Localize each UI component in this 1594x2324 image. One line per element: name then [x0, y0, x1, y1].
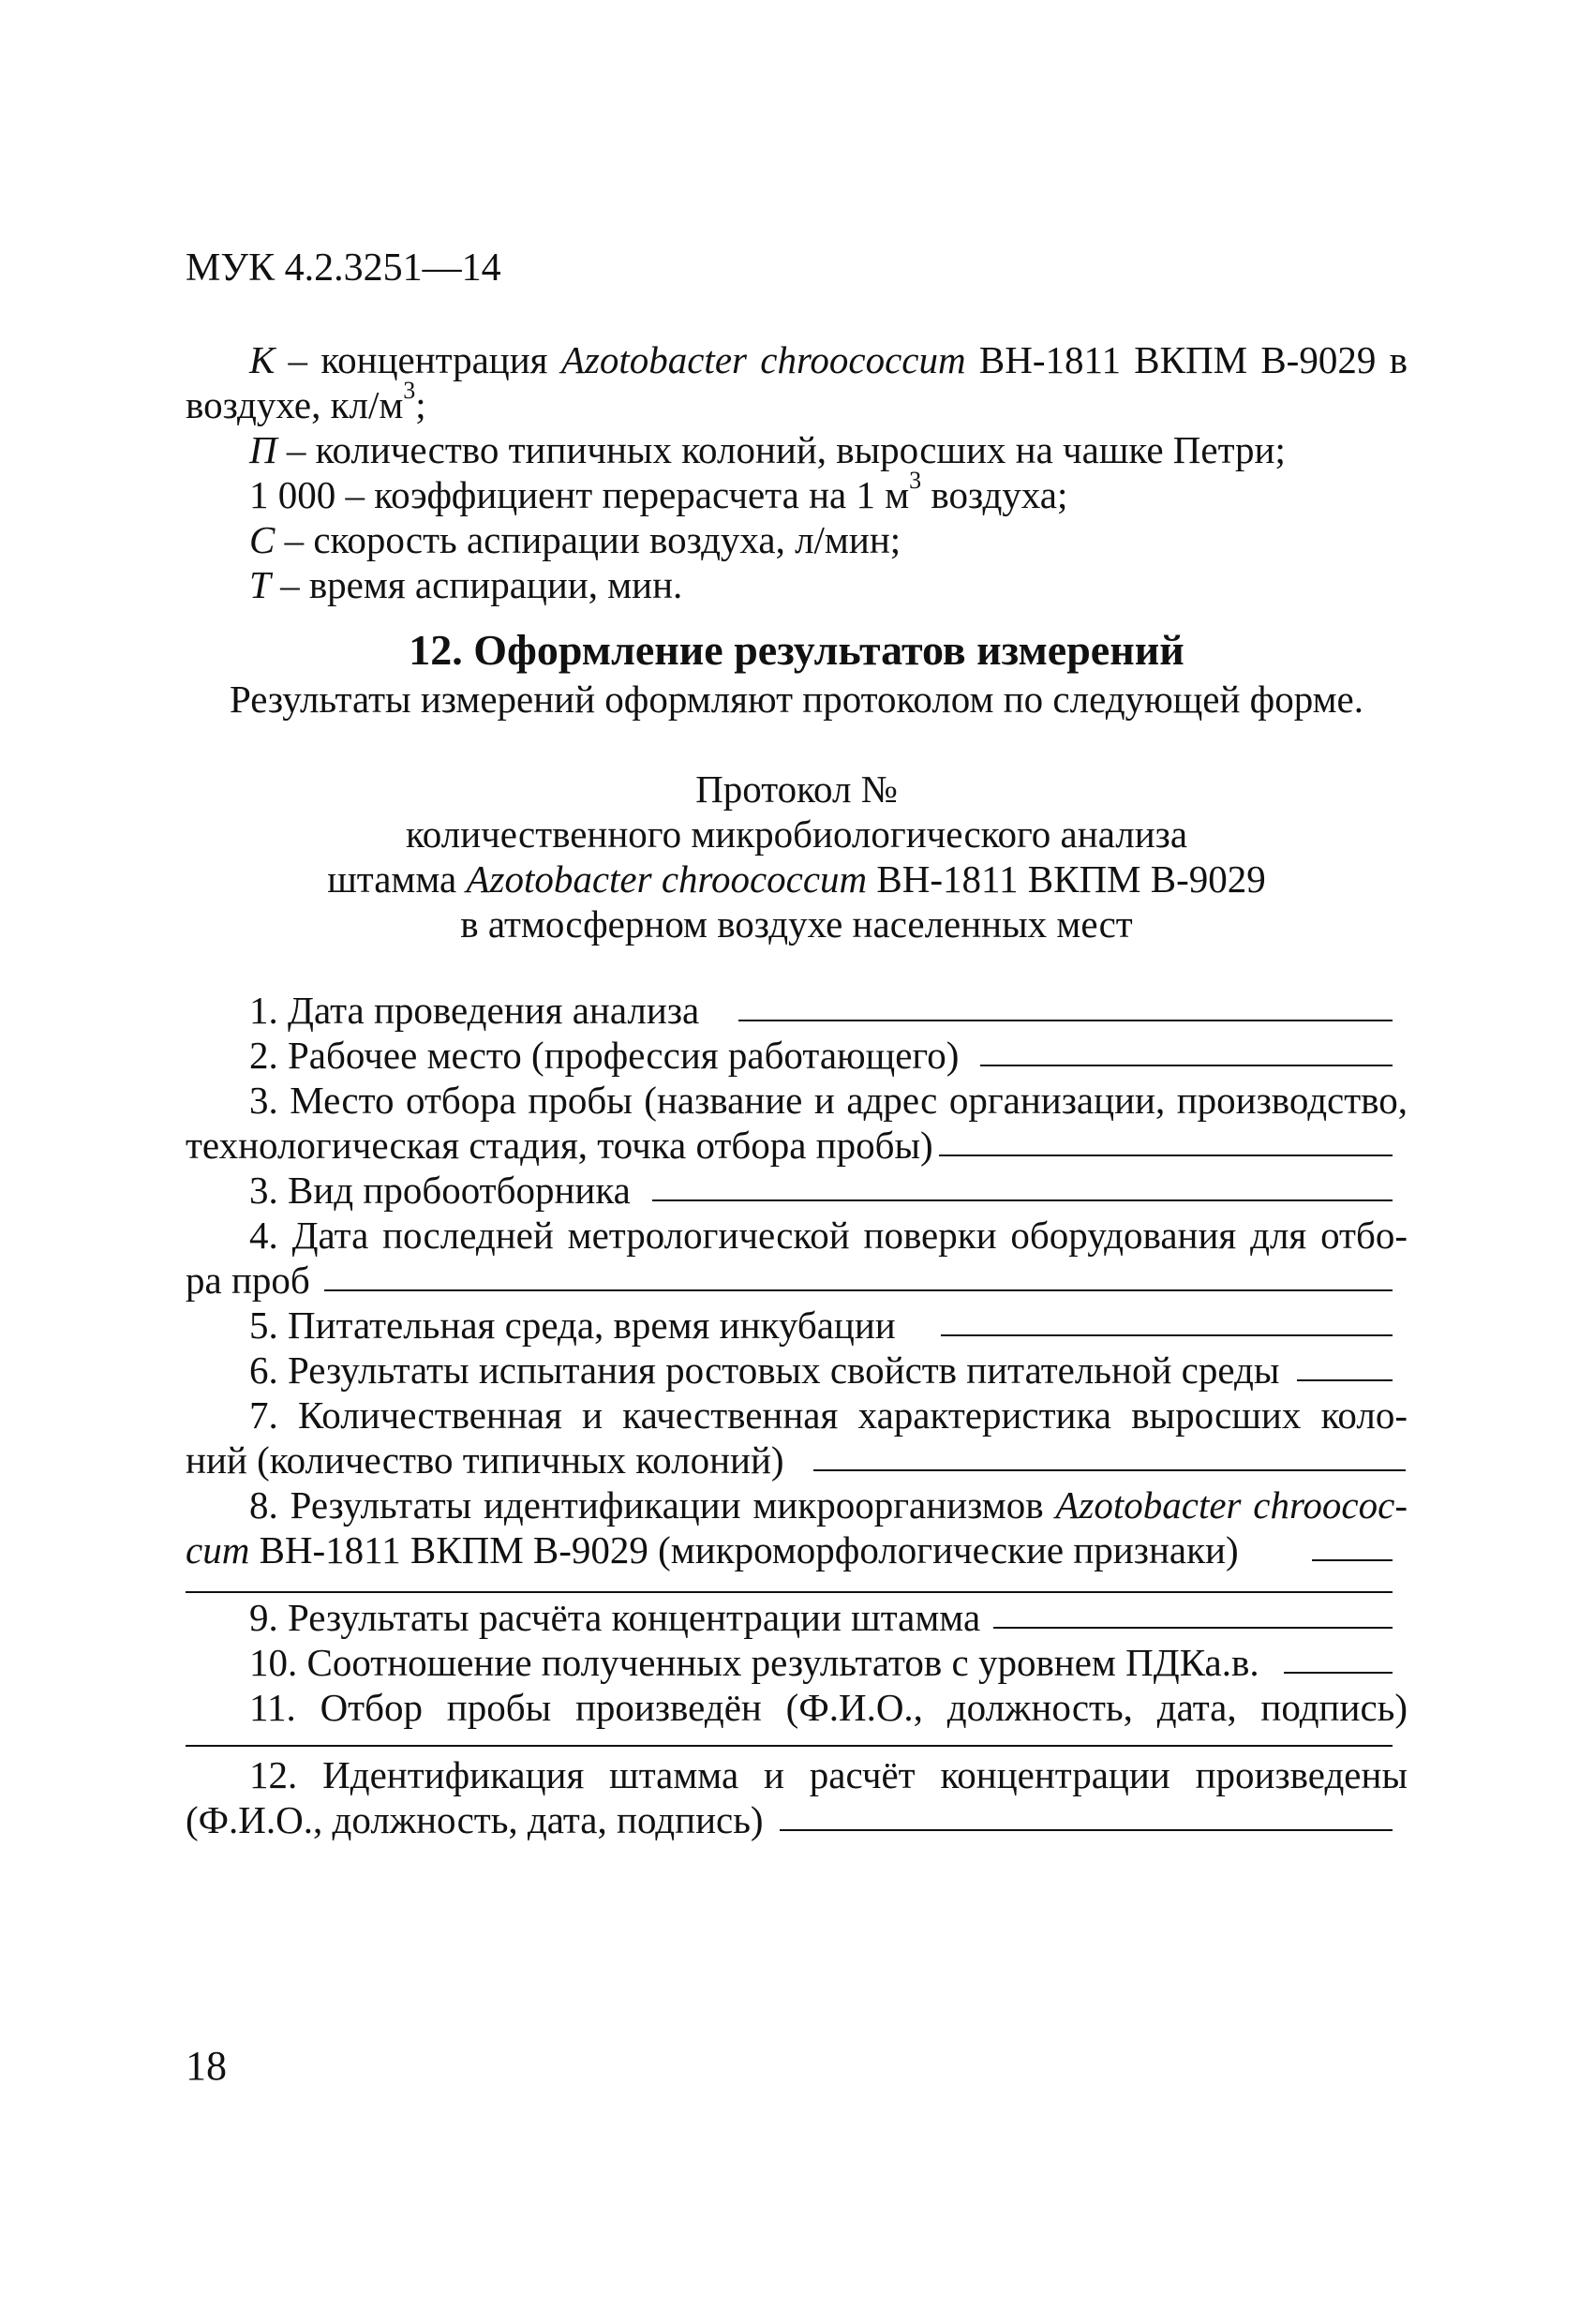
item-8-fill-line-2[interactable] [186, 1591, 1393, 1593]
k-species: Azotobacter chroococcum [560, 338, 966, 381]
k-symbol: К [249, 338, 276, 381]
item-7-line2: ний (количество типичных колоний) [186, 1438, 784, 1482]
item-8-line2 [186, 1527, 1239, 1572]
definition-t [249, 562, 682, 607]
item-8-prefix: 8. Результаты идентификации микроорганизмов [249, 1483, 1056, 1527]
item-2-fill-line[interactable] [980, 1065, 1393, 1066]
item-12-line2: (Ф.И.О., должность, дата, подпись) [186, 1798, 764, 1841]
definition-coefficient [249, 467, 1068, 517]
item-8-fill-line[interactable] [1312, 1559, 1393, 1561]
definition-c [249, 517, 901, 562]
item-3-fill-line[interactable] [939, 1155, 1393, 1156]
protocol-strain-suffix: ВН-1811 ВКПМ В-9029 [867, 857, 1266, 901]
item-10-fill-line[interactable] [1284, 1672, 1393, 1674]
section-heading: 12. Оформление результатов измерений [409, 626, 1184, 674]
item-3b-fill-line[interactable] [652, 1199, 1393, 1201]
item-9-fill-line[interactable] [993, 1627, 1393, 1629]
k-line2-text: воздухе, кл/м [186, 383, 404, 426]
k-text: – концентрация [275, 338, 561, 381]
protocol-subtitle-3: в атмосферном воздухе населенных мест [460, 902, 1133, 946]
item-9: 9. Результаты расчёта концентрации штамма [249, 1596, 981, 1639]
c-symbol: С [249, 518, 276, 561]
coef-text: 1 000 – коэффициент перерасчета на 1 м [249, 473, 910, 516]
item-8-species-end: cum [186, 1528, 250, 1572]
item-4-line2: ра проб [186, 1259, 310, 1302]
item-5: 5. Питательная среда, время инкубации [249, 1304, 896, 1347]
section-intro: Результаты измерений оформляют протоколом по следующей форме. [229, 678, 1364, 721]
item-3-line2: технологическая стадия, точка отбора пробы) [186, 1124, 933, 1167]
item-6-fill-line[interactable] [1297, 1379, 1393, 1381]
definition-k-line1 [186, 337, 1408, 382]
k-line2-superscript: 3 [403, 377, 416, 405]
item-3-line1: 3. Место отбора пробы (название и адрес организации, производство, [249, 1079, 1408, 1122]
t-text: – время аспирации, мин. [270, 563, 683, 606]
item-4-fill-line[interactable] [324, 1289, 1393, 1291]
item-12-line1: 12. Идентификация штамма и расчёт концентрации произведены [249, 1753, 1408, 1796]
item-1-label: 1. Дата проведения анализа [249, 989, 700, 1032]
item-2-label: 2. Рабочее место (профессия работающего) [249, 1034, 960, 1077]
item-11: 11. Отбор пробы произведён (Ф.И.О., должность, дата, подпись) [249, 1686, 1408, 1729]
protocol-subtitle-2 [186, 857, 1408, 901]
item-12-fill-line[interactable] [780, 1829, 1393, 1831]
k-line2-end: ; [415, 383, 426, 426]
definition-k-line2 [186, 377, 426, 427]
definition-p [249, 427, 1286, 472]
protocol-strain-prefix: штамма [327, 857, 467, 901]
protocol-species: Azotobacter chroococcum [466, 857, 868, 901]
c-text: – скорость аспирации воздуха, л/мин; [275, 518, 901, 561]
item-4-line1: 4. Дата последней метрологической поверки оборудования для отбо- [249, 1214, 1408, 1257]
item-1 [249, 988, 699, 1033]
item-6: 6. Результаты испытания ростовых свойств питательной среды [249, 1348, 1280, 1392]
item-10: 10. Соотношение полученных результатов с уровнем ПДКа.в. [249, 1641, 1259, 1684]
item-8-line1 [186, 1482, 1408, 1527]
item-8-species: Azotobacter chrooc [1055, 1483, 1359, 1527]
item-7-fill-line[interactable] [813, 1469, 1406, 1471]
protocol-subtitle-1: количественного микробиологического анализа [405, 812, 1188, 856]
protocol-title: Протокол № [695, 767, 898, 811]
item-3b: 3. Вид пробоотборника [249, 1169, 631, 1212]
t-symbol: Т [249, 563, 271, 606]
p-text: – количество типичных колоний, выросших на чашке Петри; [276, 428, 1286, 471]
p-symbol: П [249, 428, 277, 471]
page-number: 18 [186, 2043, 227, 2089]
item-11-fill-line[interactable] [186, 1745, 1393, 1747]
item-8-text: ВН-1811 ВКПМ В-9029 (микроморфологические признаки) [249, 1528, 1239, 1572]
coef-end: воздуха; [921, 473, 1068, 516]
coef-superscript: 3 [909, 467, 922, 495]
item-2 [249, 1033, 959, 1078]
item-1-fill-line[interactable] [738, 1020, 1393, 1021]
k-strain: ВН-1811 ВКПМ В-9029 в [965, 338, 1408, 381]
item-8-hyphen: oc- [1358, 1483, 1408, 1527]
item-5-fill-line[interactable] [941, 1334, 1393, 1336]
document-code: МУК 4.2.3251—14 [186, 246, 501, 290]
item-7-line1: 7. Количественная и качественная характеристика выросших коло- [249, 1393, 1408, 1437]
